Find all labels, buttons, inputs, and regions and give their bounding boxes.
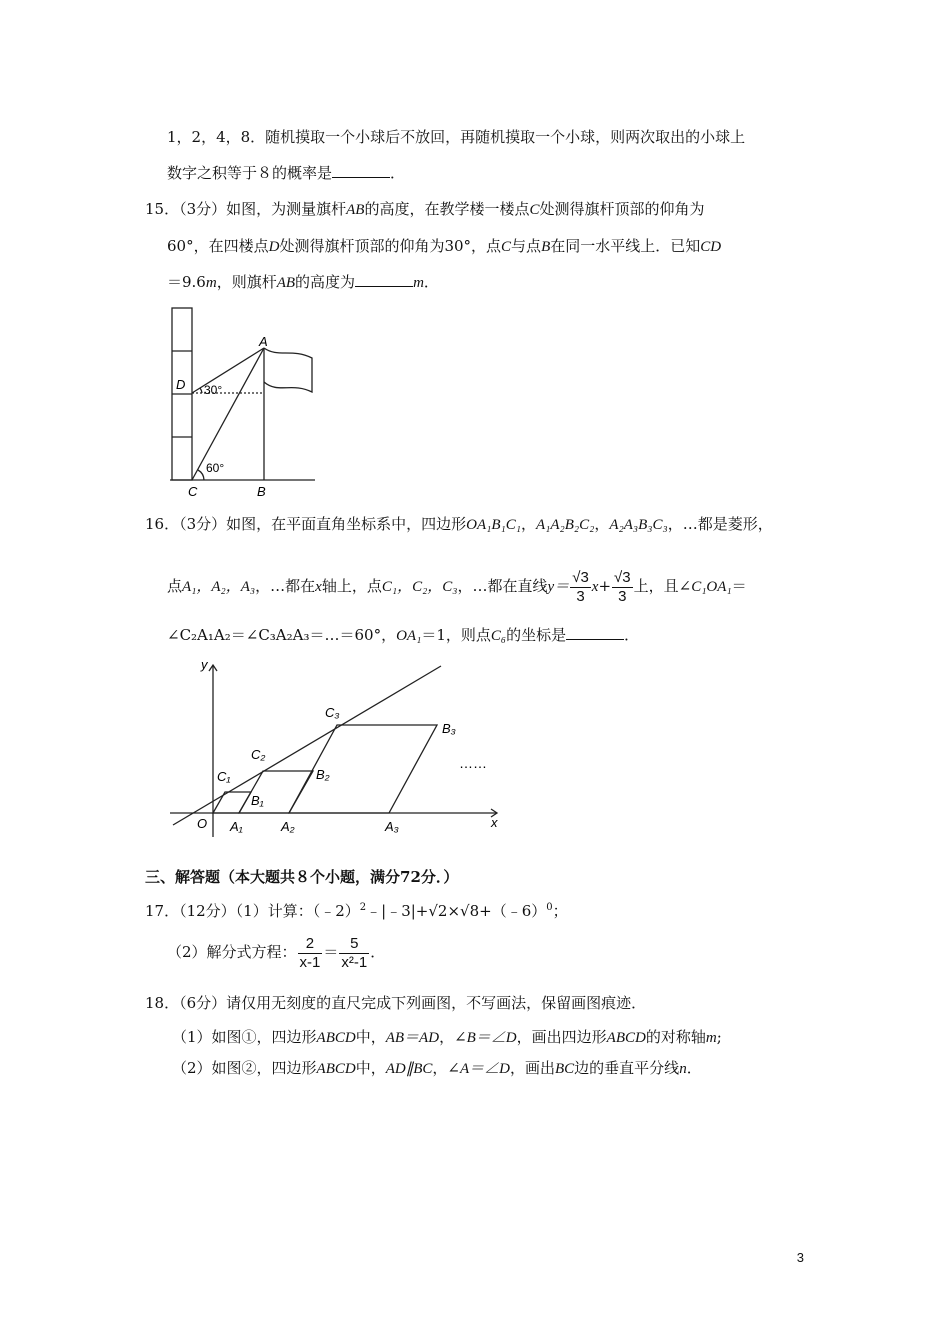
label-c2: C₂ [251, 747, 266, 762]
flag [264, 348, 312, 392]
label-a1: A₁ [230, 819, 243, 834]
fraction-5-over-x2-1: $\frac{5}{\text{x²-1}}$ [341, 934, 368, 971]
label-c3: C₃ [325, 705, 340, 720]
label-b1: B₁ [251, 793, 264, 808]
q17-line2: （2）解分式方程： $\frac{2}{x-1}$ ＝ $\frac{5}{\text{x²-1}}$ ． [167, 934, 386, 971]
flagpole-figure [160, 300, 330, 505]
answer-blank [332, 163, 390, 178]
label-a: A [259, 334, 268, 349]
q15-line3: ＝9.6m，则旗杆AB的高度为 m． [167, 273, 439, 291]
q18-part1: （1）如图①，四边形ABCD中，AB＝AD，∠B＝∠D，画出四边形ABCD的对称轴m; [172, 1028, 722, 1046]
label-o: O [197, 816, 208, 831]
fraction-2-over-x-1: $\frac{2}{x-1}$ [299, 934, 321, 971]
rhombus-3 [289, 725, 437, 813]
fraction-sqrt3-over-3: $\frac{√3}{3}$ [572, 568, 589, 605]
label-y: y [201, 657, 208, 672]
sightline-d [192, 348, 264, 393]
answer-blank [566, 625, 624, 640]
ellipsis: …… [459, 755, 487, 771]
section-3-title: 三、解答题（本大题共８个小题，满分72分．） [145, 868, 459, 886]
angle-30: 30° [204, 383, 223, 397]
label-b3: B₃ [442, 721, 456, 736]
label-b: B [257, 484, 266, 499]
q16-line1: 16．（3分）如图，在平面直角坐标系中，四边形OA₁B₁C₁，A₁A₂B₂C₂，A₂A₃B₃C₃，…都是菱形， [145, 515, 773, 533]
label-b2: B₂ [316, 767, 330, 782]
q16-line3: ∠C₂A₁A₂＝∠C₃A₂A₃＝…＝60°，OA₁＝1，则点C₆的坐标是 ． [167, 626, 640, 644]
label-a3: A₃ [385, 819, 399, 834]
page-number: 3 [796, 1250, 804, 1265]
fraction-sqrt3-over-3: $\frac{√3}{3}$ [614, 568, 631, 605]
label-a2: A₂ [281, 819, 295, 834]
rhombus-figure [165, 655, 510, 845]
label-d: D [176, 377, 186, 392]
angle-60: 60° [206, 461, 225, 475]
q15-line1: 15．（3分）如图，为测量旗杆AB的高度，在教学楼一楼点C处测得旗杆顶部的仰角为 [145, 200, 705, 218]
q15-line2: 60°，在四楼点D处测得旗杆顶部的仰角为30°，点C与点B在同一水平线上．已知CD [167, 237, 722, 255]
label-x: x [491, 815, 498, 830]
q17-line1: 17．（12分）（1）计算：（﹣2）$^2$﹣|﹣3|+√2×√8+（﹣6）$^0$； [145, 902, 568, 920]
q14-line1: 1，2，4，8．随机摸取一个小球后不放回，再随机摸取一个小球，则两次取出的小球上 [167, 128, 746, 146]
q14-line2: 数字之积等于８的概率是 ． [167, 164, 406, 182]
label-c: C [188, 484, 198, 499]
q18-line1: 18．（6分）请仅用无刻度的直尺完成下列画图，不写画法，保留画图痕迹． [145, 994, 647, 1012]
label-c1: C₁ [217, 769, 231, 784]
q16-line2: 点A₁，A₂，A₃，…都在x轴上，点C₁，C₂，C₃，…都在直线y＝ $\frac{√3}{3}$ x+ $\frac{√3}{3}$ 上，且∠C₁OA₁＝ [167, 568, 747, 605]
q18-part2: （2）如图②，四边形ABCD中，AD∥BC，∠A＝∠D，画出BC边的垂直平分线n． [172, 1059, 702, 1077]
sightline-c [192, 348, 264, 480]
answer-blank [355, 272, 413, 287]
